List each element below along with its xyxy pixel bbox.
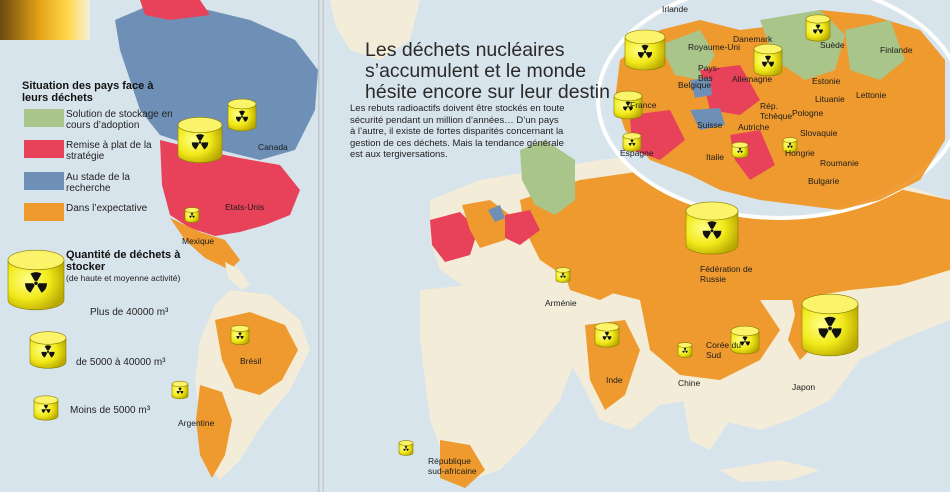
label-usa: Etats-Unis	[225, 202, 265, 212]
label-coree: Corée du Sud	[706, 340, 741, 360]
size-label-medium: de 5000 à 40000 m³	[76, 357, 166, 368]
size-label-small: Moins de 5000 m³	[70, 405, 151, 416]
barrel-mexique	[185, 208, 199, 223]
headline: Les déchets nucléaires s’accumulent et le monde hésite encore sur leur destin	[365, 39, 610, 103]
label-inde: Inde	[606, 375, 623, 385]
label-lettonie: Lettonie	[856, 90, 887, 100]
legend-swatch-red	[24, 140, 64, 158]
label-afrique-sud: République sud-africaine	[428, 456, 477, 476]
label-estonie: Estonie	[812, 76, 841, 86]
label-espagne: Espagne	[620, 148, 654, 158]
quantity-title: Quantité de déchets à stocker	[66, 249, 181, 273]
barrel-afrique-sud	[399, 441, 413, 456]
label-belgique: Belgique	[678, 80, 712, 90]
label-allemagne: Allemagne	[732, 74, 773, 84]
barrel-allemagne	[754, 44, 782, 76]
intro-text: Les rebuts radioactifs doivent être stockés en toute sécurité pendant un million d’années… D’un pays à l’autre, il existe de fortes disparités concernant la gestion de ces déchets. Mais la tendance générale est aux tergiversations.	[350, 103, 565, 160]
label-armenie: Arménie	[545, 298, 577, 308]
label-argentine: Argentine	[178, 418, 215, 428]
barrel-armenie	[556, 268, 570, 283]
barrel-inde	[595, 323, 619, 347]
barrel-russie	[686, 202, 738, 254]
label-danemark: Danemark	[733, 34, 773, 44]
label-pologne: Pologne	[792, 108, 824, 118]
label-slovaquie: Slovaquie	[800, 128, 838, 138]
label-lituanie: Lituanie	[815, 94, 845, 104]
size-label-large: Plus de 40000 m³	[90, 307, 169, 318]
legend-swatch-orange	[24, 203, 64, 221]
legend-label-blue: Au stade de la recherche	[66, 172, 130, 194]
label-irlande: Irlande	[662, 4, 688, 14]
legend-label-red: Remise à plat de la stratégie	[66, 140, 152, 162]
label-canada: Canada	[258, 142, 288, 152]
barrel-japon	[802, 294, 858, 356]
label-russie: Fédération de Russie	[700, 264, 753, 284]
label-royaume-uni: Royaume-Uni	[688, 42, 740, 52]
label-france: France	[630, 100, 657, 110]
label-bresil: Brésil	[240, 356, 262, 366]
barrel-chine	[678, 343, 692, 358]
barrel-suede	[806, 15, 830, 41]
legend-swatch-green	[24, 109, 64, 127]
label-rep-tcheque: Rép. Tchèque	[760, 101, 793, 121]
legend-title: Situation des pays face à leurs déchets	[22, 80, 154, 104]
legend-label-orange: Dans l’expectative	[66, 203, 148, 214]
label-japon: Japon	[792, 382, 816, 392]
label-bulgarie: Bulgarie	[808, 176, 840, 186]
label-roumanie: Roumanie	[820, 158, 859, 168]
legend-label-green: Solution de stockage en cours d’adoption	[66, 109, 173, 131]
barrel-italie	[732, 142, 748, 158]
legend-swatch-blue	[24, 172, 64, 190]
label-finlande: Finlande	[880, 45, 913, 55]
label-italie: Italie	[706, 152, 724, 162]
barrel-bresil	[231, 325, 249, 344]
label-suede: Suède	[820, 40, 845, 50]
label-mexique: Mexique	[182, 236, 215, 246]
quantity-subtitle: (de haute et moyenne activité)	[66, 273, 181, 283]
legend	[0, 0, 185, 492]
page-fold-shadow	[318, 0, 324, 492]
label-suisse: Suisse	[697, 120, 723, 130]
label-autriche: Autriche	[738, 122, 770, 132]
label-hongrie: Hongrie	[785, 148, 815, 158]
label-chine: Chine	[678, 378, 701, 388]
barrel-usa-2	[228, 99, 256, 131]
label-pays-bas: Pays-Bas	[698, 63, 720, 83]
barrel-royaume-uni	[625, 30, 665, 70]
